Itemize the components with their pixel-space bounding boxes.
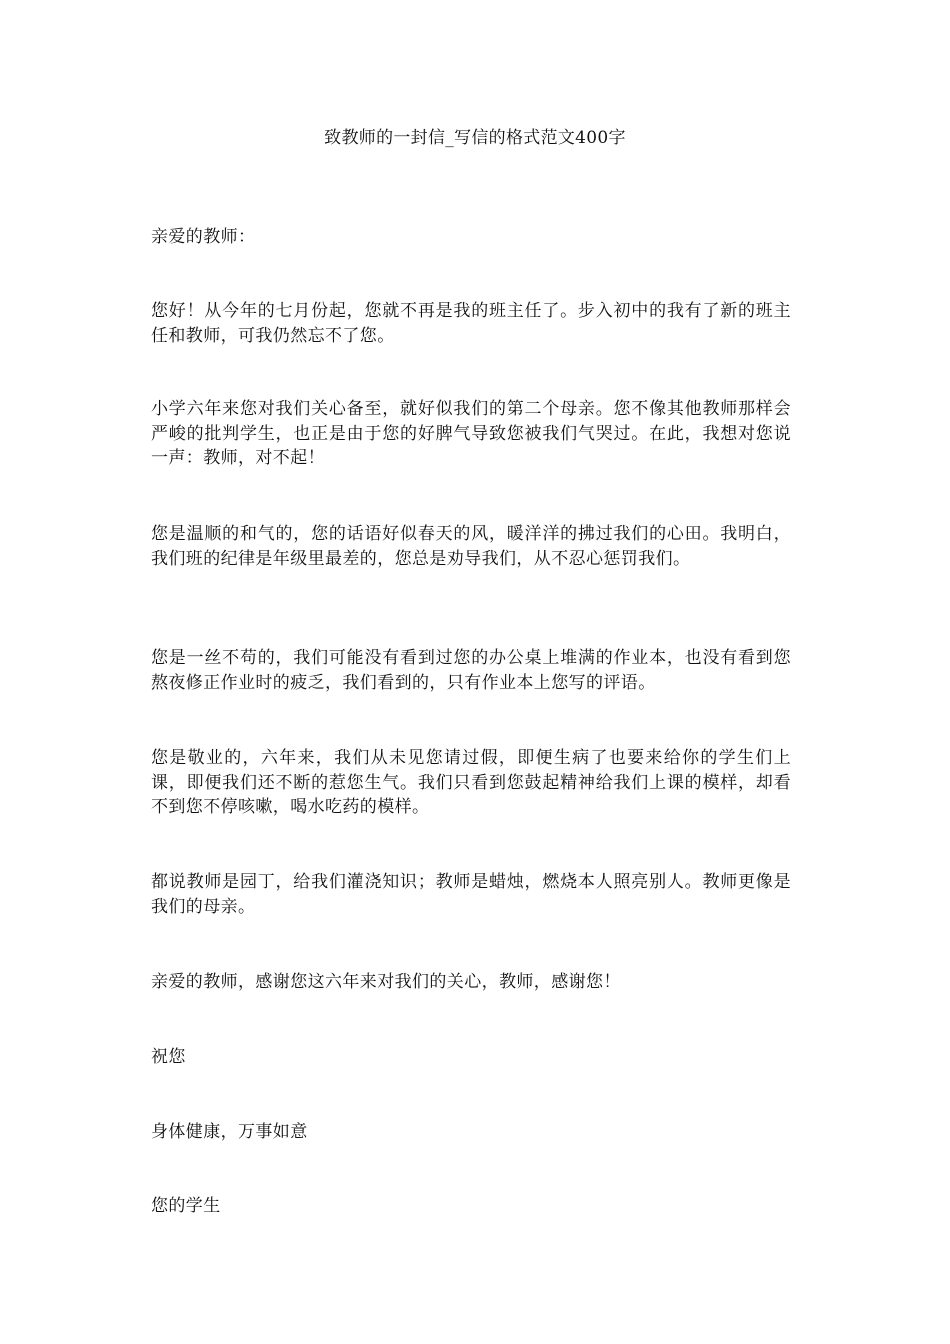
closing-blessing: 身体健康，万事如意 (151, 1122, 308, 1142)
letter-paragraph: 都说教师是园丁，给我们灌浇知识；教师是蜡烛，燃烧本人照亮别人。教师更像是我们的母亲。 (151, 872, 791, 917)
letter-paragraph: 亲爱的教师，感谢您这六年来对我们的关心，教师，感谢您！ (151, 972, 621, 992)
letter-paragraph: 您是一丝不苟的，我们可能没有看到过您的办公桌上堆满的作业本，也没有看到您熬夜修正作业时的疲乏，我们看到的，只有作业本上您写的评语。 (151, 648, 791, 693)
closing-wish: 祝您 (151, 1047, 186, 1067)
letter-paragraph: 您好！从今年的七月份起，您就不再是我的班主任了。步入初中的我有了新的班主任和教师，可我仍然忘不了您。 (151, 301, 791, 346)
letter-paragraph: 您是温顺的和气的，您的话语好似春天的风，暖洋洋的拂过我们的心田。我明白，我们班的纪律是年级里最差的，您总是劝导我们，从不忍心惩罚我们。 (151, 524, 791, 569)
letter-salutation: 亲爱的教师： (151, 227, 256, 247)
letter-paragraph: 小学六年来您对我们关心备至，就好似我们的第二个母亲。您不像其他教师那样会严峻的批判学生，也正是由于您的好脾气导致您被我们气哭过。在此，我想对您说一声：教师，对不起！ (151, 399, 791, 468)
signature: 您的学生 (151, 1196, 221, 1216)
letter-paragraph: 您是敬业的，六年来，我们从未见您请过假，即便生病了也要来给你的学生们上课，即便我们还不断的惹您生气。我们只看到您鼓起精神给我们上课的模样，却看不到您不停咳嗽，喝水吃药的模样。 (151, 748, 791, 817)
document-title: 致教师的一封信_写信的格式范文400字 (324, 128, 626, 148)
